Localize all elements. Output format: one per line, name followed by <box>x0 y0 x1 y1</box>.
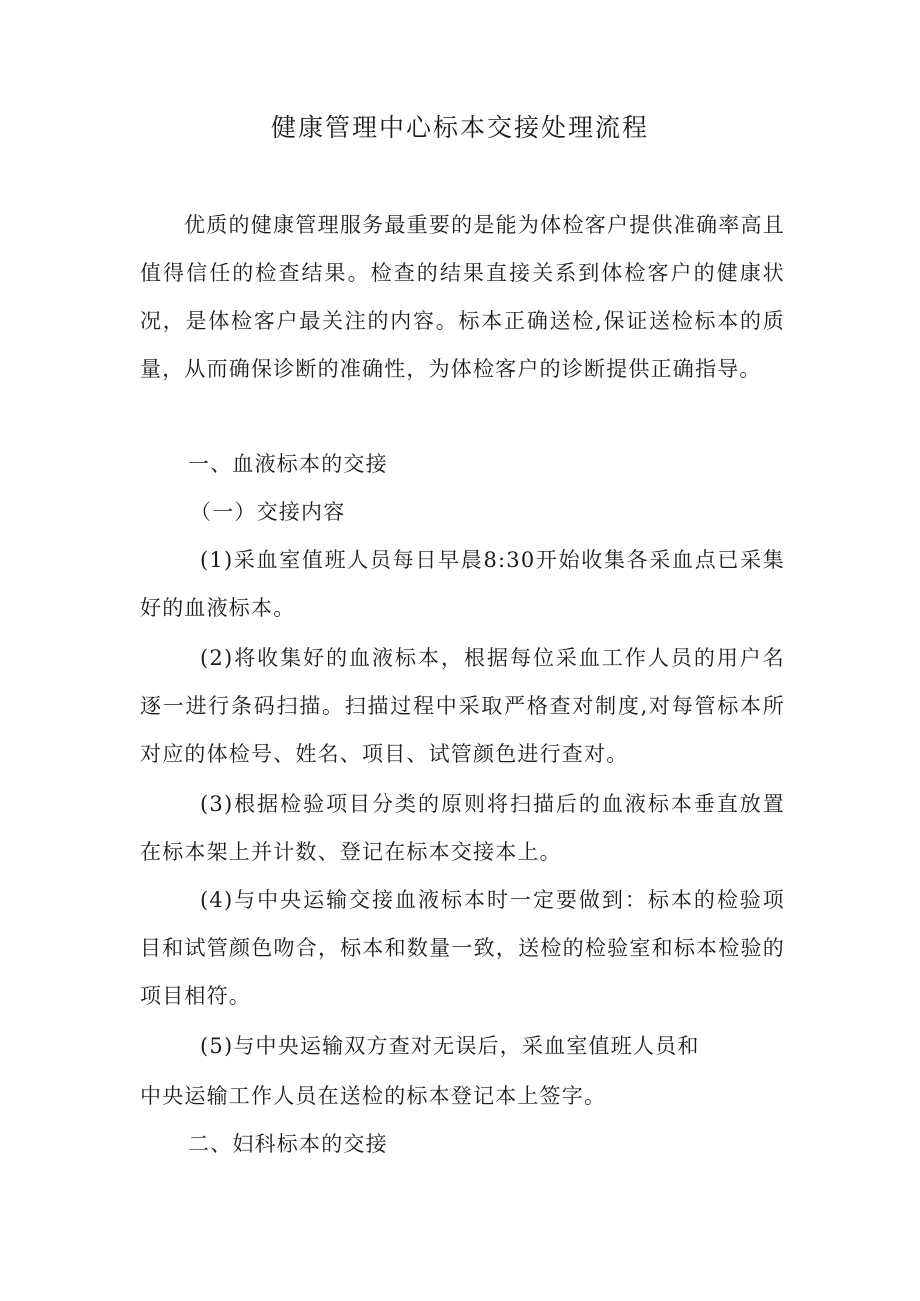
list-item-2: (2)将收集好的血液标本，根据每位采血工作人员的用户名逐一进行条码扫描。扫描过程中采取严格查对制度,对每管标本所对应的体检号、姓名、项目、试管颜色进行查对。 <box>140 646 785 766</box>
intro-paragraph: 优质的健康管理服务最重要的是能为体检客户提供准确率高且值得信任的检查结果。检查的结果直接关系到体检客户的健康状况，是体检客户最关注的内容。标本正确送检,保证送检标本的质量，从而确保诊断的准确性，为体检客户的诊断提供正确指导。 <box>140 213 785 381</box>
list-item-3: (3)根据检验项目分类的原则将扫描后的血液标本垂直放置在标本架上并计数、登记在标本交接本上。 <box>140 792 785 864</box>
subsection-heading-content: （一）交接内容 <box>190 500 346 524</box>
list-item-4: (4)与中央运输交接血液标本时一定要做到：标本的检验项目和试管颜色吻合，标本和数量一致，送检的检验室和标本检验的项目相符。 <box>140 888 785 1008</box>
document-title: 健康管理中心标本交接处理流程 <box>270 113 649 142</box>
list-item-5-line-2: 中央运输工作人员在送检的标本登记本上签字。 <box>140 1084 607 1108</box>
list-item-1: (1)采血室值班人员每日早晨8:30开始收集各采血点已采集好的血液标本。 <box>140 548 785 620</box>
section-heading-gynecology: 二、妇科标本的交接 <box>188 1132 388 1156</box>
section-heading-blood: 一、血液标本的交接 <box>188 452 388 476</box>
list-item-5-line-1: (5)与中央运输双方查对无误后，采血室值班人员和 <box>200 1034 700 1058</box>
